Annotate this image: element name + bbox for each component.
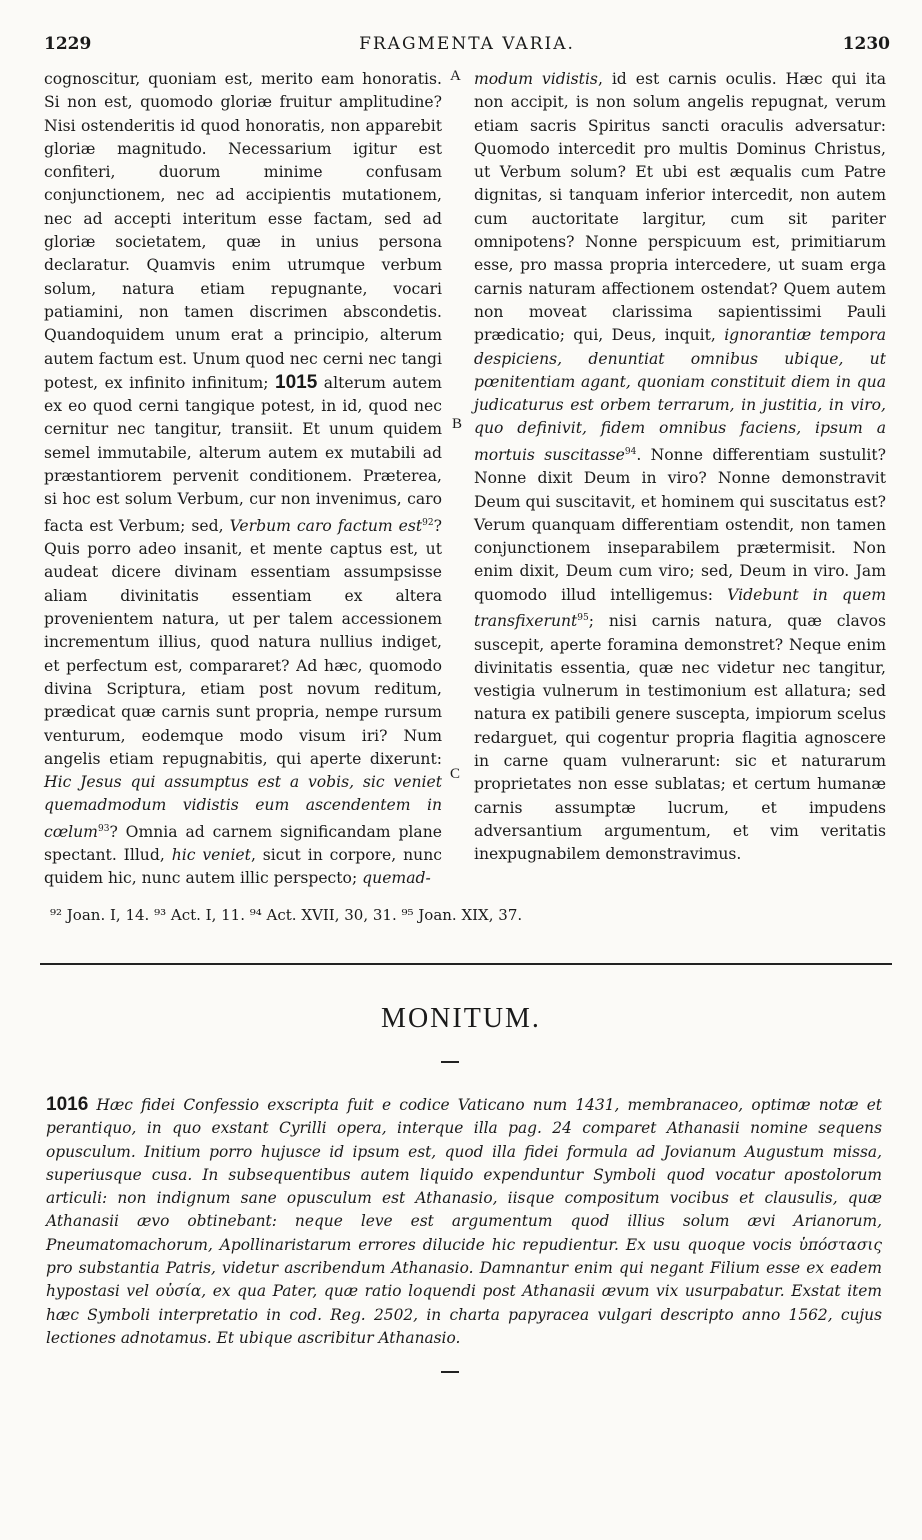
quote-verbum-caro: Verbum caro factum est bbox=[229, 516, 423, 535]
monitum-body bbox=[46, 1093, 882, 1350]
page-number-right: 1230 bbox=[842, 34, 890, 54]
footnote-ref-94: 94 bbox=[624, 446, 637, 457]
section-number-1015: 1015 bbox=[275, 371, 318, 393]
left-text-5: , sicut in corpore, nunc quidem hic, nunc autem illic perspecto; bbox=[44, 846, 442, 888]
footnotes: ⁹² Joan. I, 14. ⁹³ Act. I, 11. ⁹⁴ Act. XVII, 30, 31. ⁹⁵ Joan. XIX, 37. bbox=[50, 906, 523, 924]
right-text-1: , id est carnis oculis. Hæc qui ita non accipit, is non solum angelis repugnat, verum etiam sacris Spiritus sancti oraculis adversatur: Quomodo intercedit pro multis Dominus Christus, ut Verbum solum? Et ubi est æqualis cum Patre dignitas, si tanquam inferior intercedit, non autem cum auctoritate largitur, cum sit pariter omnipotens? Nonne perspicuum est, primitiarum esse, pro massa propria intercedere, ut suam erga carnis naturam affectionem ostendat? Quem autem non moveat clarissima sapientissimi Pauli prædicatio; qui, Deus, inquit, bbox=[474, 70, 886, 345]
footnote-ref-95: 95 bbox=[577, 613, 589, 624]
left-text-1: cognoscitur, quoniam est, merito eam honoratis. Si non est, quomodo gloriæ fruitur amplitudine? Nisi ostenderitis id quod honoratis, non apparebit gloriæ magnitudo. Necessarium igitur est confiteri, duorum minime confusam conjunctionem, nec ad accipientis mutationem, nec ad accepti interitum esse factam, sed ad gloriæ societatem, quæ in unius persona declaratur. Quamvis enim utrumque verbum solum, natura etiam repugnante, vocari patiamini, non tamen discrimen abscondetis. Quandoquidem unum erat a principio, alterum autem factum est. Unum quod nec cerni nec tangi potest, ex infinito infinitum; bbox=[44, 70, 442, 392]
right-text-2: . Nonne differentiam sustulit? Nonne dixit Deum in viro? Nonne demonstravit Deum qui suscitavit, et hominem qui suscitatus est? Verum quanquam differentiam ostendit, non tamen conjunctionem inseparabilem prætermisit. Non enim dixit, Deum cum viro; sed, Deum in viro. Jam quomodo illud intelligemus: bbox=[474, 445, 886, 604]
right-column bbox=[474, 68, 886, 866]
left-text-3: ? Quis porro adeo insanit, et mente captus est, ut audeat dicere divinam essentiam assumpsisse aliam divinitatis essentiam ex altera provenientem natura, ut per talem accessionem incrementum illius, quod natura nullius indiget, et perfectum est, compararet? Ad hæc, quomodo divina Scriptura, etiam post novum reditum, prædicat quæ carnis sunt propria, nempe rursum venturum, eodemque modo visum iri? Num angelis etiam repugnabitis, qui aperte dixerunt: bbox=[44, 516, 442, 768]
quote-hic-jesus: Hic Jesus qui assumptus est a vobis, sic veniet quemadmodum vidistis eum ascendentem in cœlum bbox=[44, 773, 442, 841]
quote-videbunt: Videbunt in quem transfixerunt bbox=[474, 585, 886, 631]
left-column bbox=[44, 68, 442, 891]
monitum-paragraph bbox=[46, 1093, 882, 1350]
margin-letter-a: A bbox=[450, 68, 461, 84]
quote-ignorantiae: ignorantiæ tempora despiciens, denuntiat omnibus ubique, ut pœnitentiam agant, quoniam constituit diem in qua judicaturus est orbem terrarum, in justitia, in viro, quo definivit, fidem omnibus faciens, ipsum a mortuis suscitasse bbox=[474, 326, 886, 464]
section-divider bbox=[40, 963, 892, 965]
end-dash bbox=[441, 1371, 459, 1373]
monitum-title: MONITUM. bbox=[381, 1003, 541, 1034]
footnote-ref-93: 93 bbox=[97, 823, 110, 834]
right-text-3: ; nisi carnis natura, quæ clavos suscepit, aperte foramina demonstret? Neque enim divinitatis essentia, quæ nec videtur nec tangitur, vestigia vulnerum in testimonium est allatura; sed natura ex patibili genere suscepta, impiorum scelus redarguet, qui cogentur propria flagitia agnoscere in carne quam vulnerarunt: sic et naturarum proprietates non esse sublatas; et certum humanæ carnis assumptæ lucrum, et impudens adversantium argumentum, et vim veritatis inexpugnabilem demonstravimus. bbox=[474, 612, 886, 864]
monitum-text: Hæc fidei Confessio exscripta fuit e codice Vaticano num 1431, membranaceo, optimæ notæ et perantiquo, in quo exstant Cyrilli opera, interque illa pag. 24 comparet Athanasii nomine sequens opusculum. Initium porro hujusce id ipsum est, quod illa fidei formula ad Jovianum Augustum missa, superiusque cusa. In subsequentibus autem liquido expenduntur Symboli quod vocatur apostolorum articuli: non indignum sane opusculum est Athanasio, iisque compositum vocibus et clausulis, quæ Athanasii ævo obtinebant: neque leve est argumentum quod illius solum ævi Arianorum, Pneumatomachorum, Apollinaristarum errores dilucide hic repudientur. Ex usu quoque vocis ὑπόστασις pro substantia Patris, videtur ascribendum Athanasio. Damnantur enim qui negant Filium esse ex eadem hypostasi vel οὐσία, ex qua Pater, quæ ratio loquendi post Athanasii ævum vix usurpabatur. Exstat item hæc Symboli interpretatio in cod. Reg. 2502, in charta papyracea vulgari descripto anno 1562, cujus lectiones adnotamus. Et ubique ascribitur Athanasio. bbox=[46, 1096, 882, 1347]
page-header bbox=[44, 34, 890, 56]
footnote-ref-92: 92 bbox=[422, 517, 434, 528]
left-column-text bbox=[44, 68, 442, 891]
margin-letter-b: B bbox=[452, 416, 463, 432]
quote-quemad: quemad- bbox=[362, 869, 431, 888]
quote-hic-veniet: hic veniet bbox=[171, 846, 251, 865]
section-number-1016: 1016 bbox=[46, 1094, 89, 1115]
running-title: FRAGMENTA VARIA. bbox=[359, 34, 575, 54]
quote-modum-vidistis: modum vidistis bbox=[474, 70, 598, 88]
left-text-2: alterum autem ex eo quod cerni tangique potest, in id, quod nec cernitur nec tangitur, transiit. Et unum quidem semel immutabile, alterum autem ex mutabili ad præstantiorem pervenit conditionem. Præterea, si hoc est solum Verbum, cur non invenimus, caro facta est Verbum; sed, bbox=[44, 373, 442, 535]
left-text-4: ? Omnia ad carnem significandam plane spectant. Illud, bbox=[44, 822, 442, 865]
right-column-text bbox=[474, 68, 886, 866]
title-dash bbox=[441, 1061, 459, 1063]
page-number-left: 1229 bbox=[44, 34, 92, 54]
margin-letter-c: C bbox=[450, 766, 461, 782]
